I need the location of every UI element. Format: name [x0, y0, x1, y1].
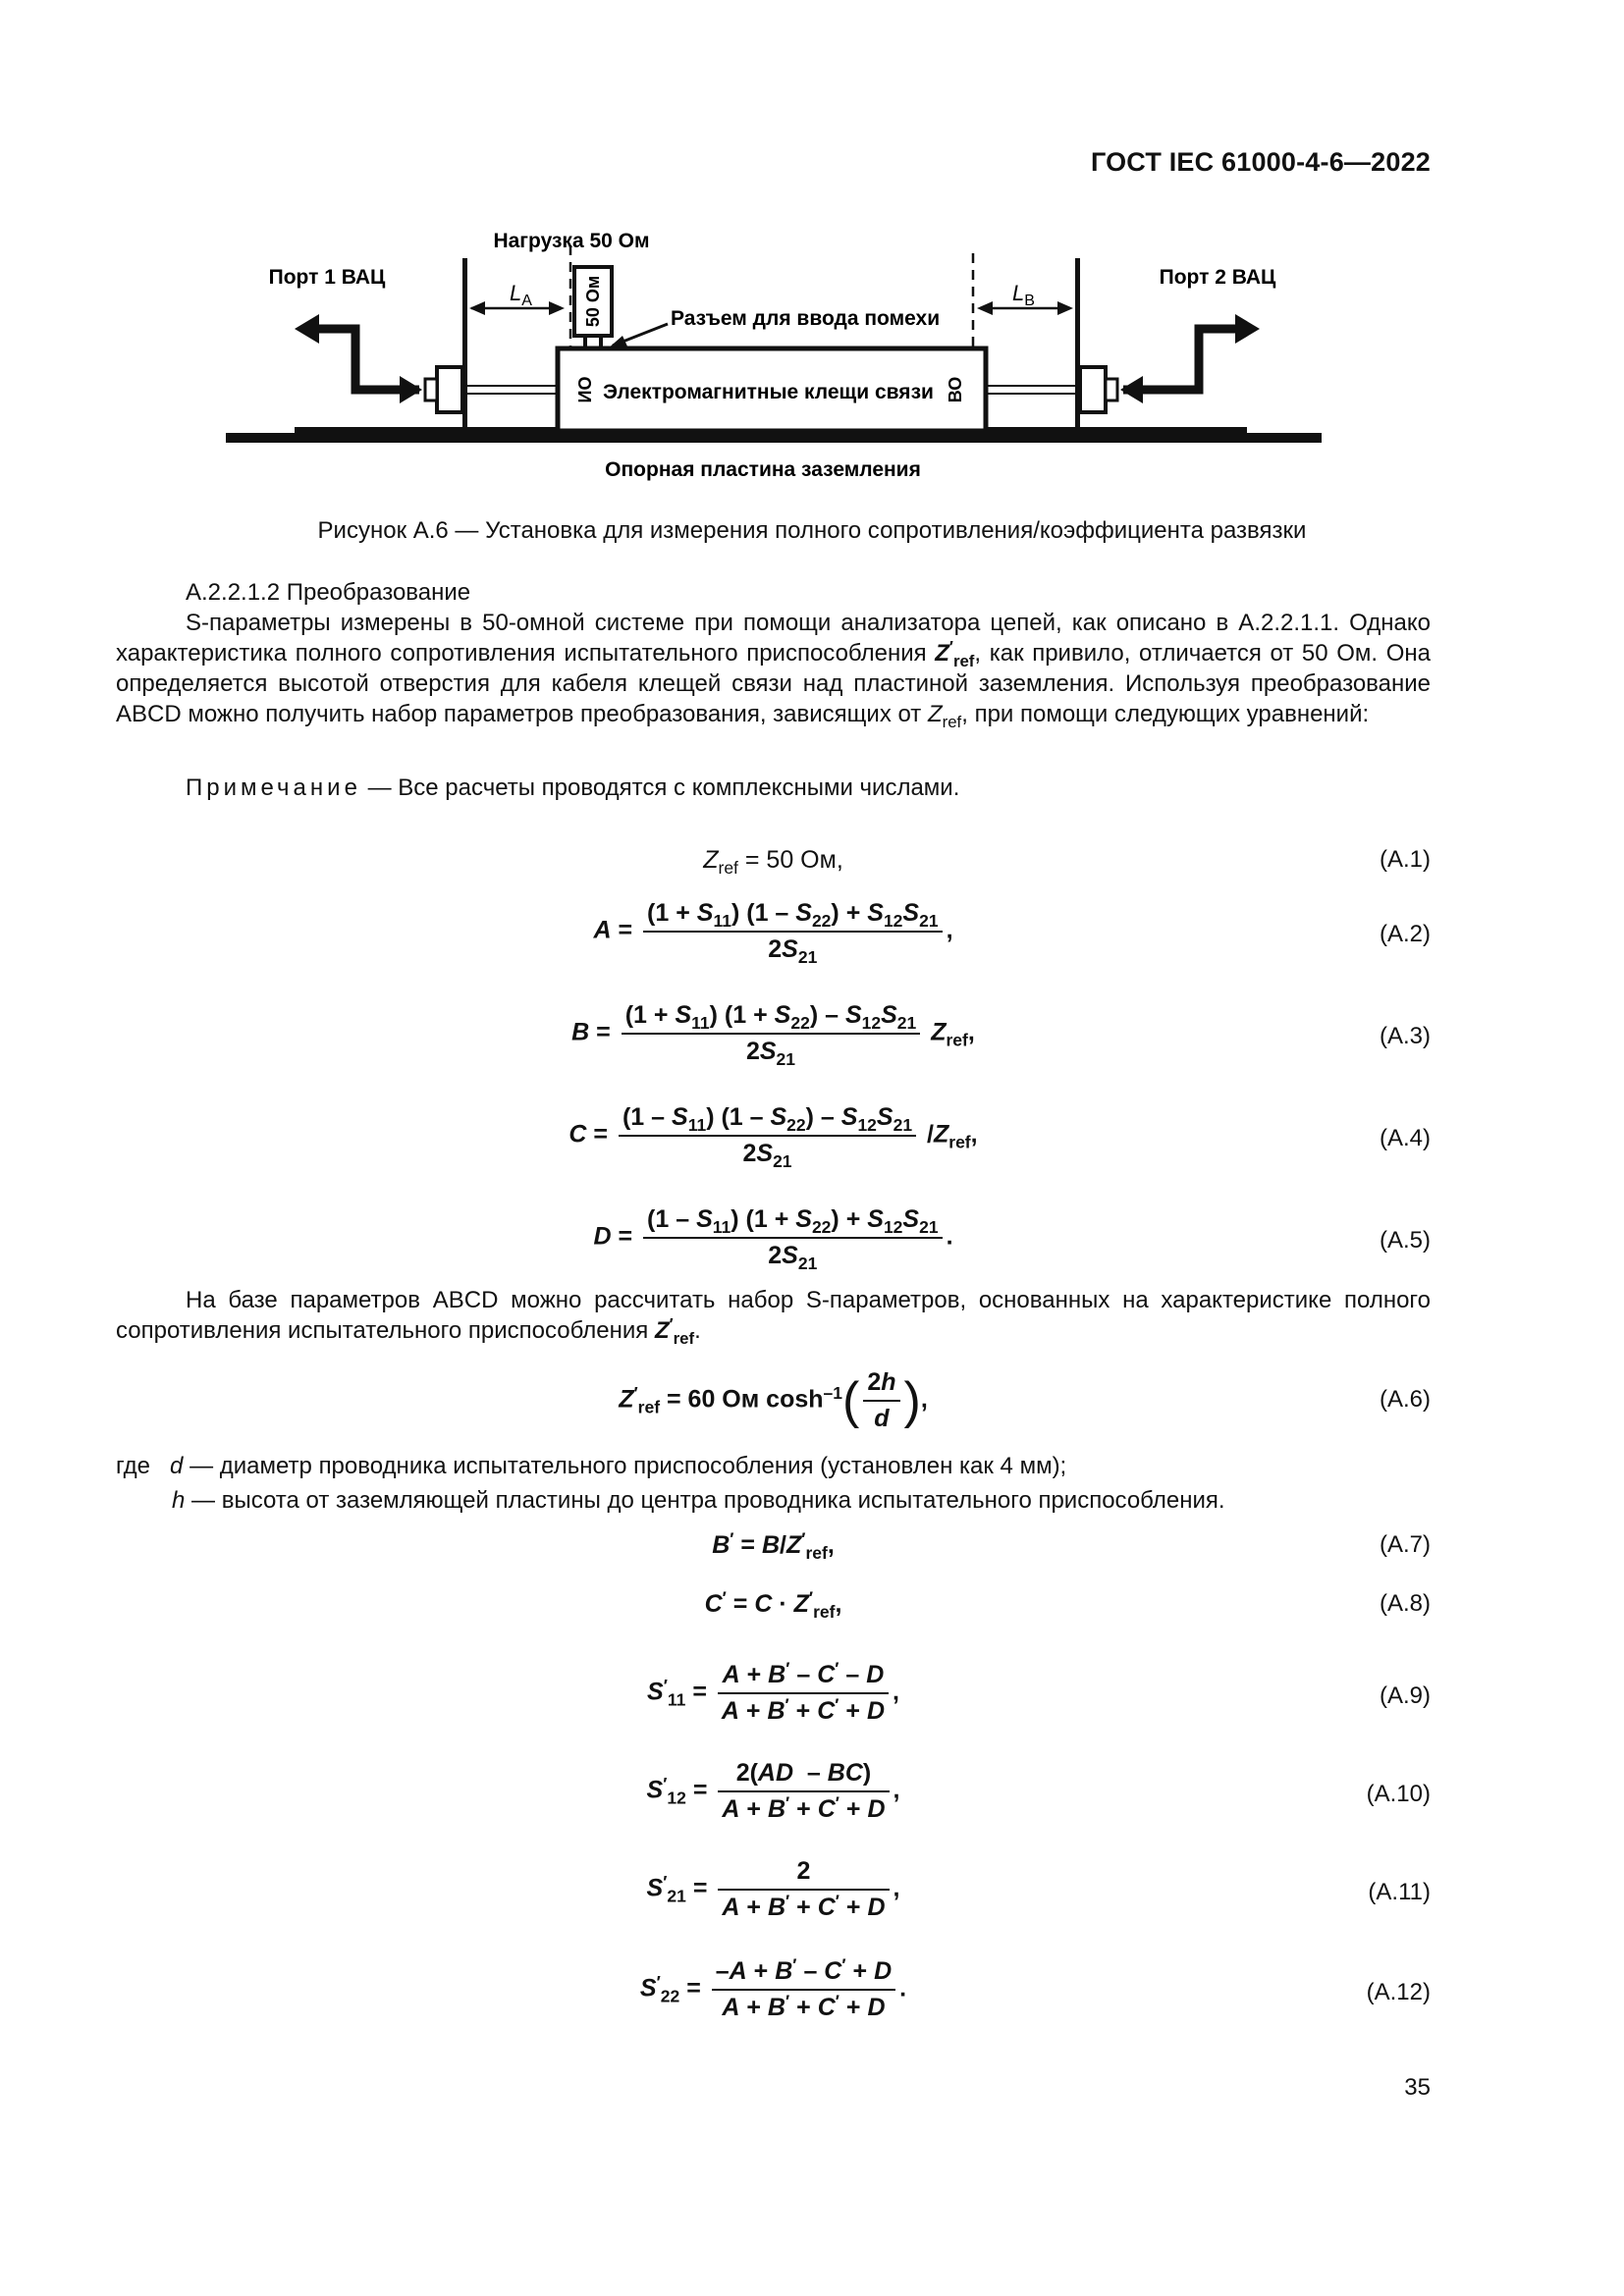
equation-a6: $Z'_{ref} = 60$ Ом $\cosh^{-1}$( $\frac{2h}{d}$ ), (А.6): [619, 1368, 1431, 1432]
equation-a2: A = $\frac{(1 + S_{11}) (1 - S_{22}) + S_{12}S_{21}}{2S_{21}}$ , (А.2): [593, 899, 1431, 968]
la-subscript: A: [521, 293, 532, 309]
equation-a9: $S'_{11}$ = $\frac{A + B' - C' - D}{A + B' + C' + D}$ , (А.9): [647, 1658, 1431, 1725]
equation-number: (А.12): [1366, 1979, 1431, 2005]
svg-text:LA: [510, 281, 532, 309]
lb-label: L: [1012, 281, 1025, 305]
equation-number: (А.11): [1368, 1879, 1431, 1905]
load-box-text: 50 Ом: [583, 275, 603, 328]
equation-number: (А.1): [1379, 846, 1431, 873]
equation-a5: D = $\frac{(1 - S_{11}) (1 + S_{22}) + S_{12}S_{21}}{2S_{21}}$ . (А.5): [593, 1205, 1431, 1274]
where-h: h — высота от заземляющей пластины до центра проводника испытательного приспособления.: [172, 1487, 1225, 1514]
equation-number: (А.7): [1379, 1531, 1431, 1558]
equation-a12: $S'_{22}$ = $\frac{-A + B' - C' + D}{A + B' + C' + D}$ . (А.12): [639, 1954, 1431, 2021]
equation-a8: $C' = C \cdot Z'_{ref}$, (А.8): [704, 1587, 1431, 1623]
note: Примечание — Все расчеты проводятся с комплексными числами.: [186, 774, 960, 801]
equation-number: (А.4): [1379, 1125, 1431, 1151]
page-number: 35: [1404, 2074, 1431, 2101]
equation-number: (А.9): [1379, 1682, 1431, 1709]
section-heading: А.2.2.1.2 Преобразование: [186, 579, 471, 606]
equation-a4: C = $\frac{(1 - S_{11}) (1 - S_{22}) - S_{12}S_{21}}{2S_{21}}$ $/Z_{ref}$, (А.4): [568, 1103, 1431, 1172]
lb-subscript: B: [1024, 293, 1035, 309]
equation-number: (А.6): [1379, 1386, 1431, 1413]
figure-caption: Рисунок А.6 — Установка для измерения полного сопротивления/коэффициента развязки: [317, 517, 1307, 544]
port1-label: Порт 1 ВАЦ: [268, 266, 386, 289]
ground-plate: [226, 433, 1322, 443]
equation-a1: $Z_{ref} = 50$ Ом, (А.1): [703, 846, 1431, 879]
svg-text:LB: [1012, 281, 1035, 309]
equation-a7: $B' = B/Z'_{ref}$, (А.7): [712, 1528, 1431, 1564]
equation-number: (А.5): [1379, 1227, 1431, 1254]
equation-a10: $S'_{12}$ = $\frac{2(AD - BC)}{A + B' + C' + D}$ , (А.10): [646, 1759, 1431, 1823]
equation-number: (А.3): [1379, 1023, 1431, 1049]
io-label: ИО: [575, 376, 595, 403]
ground-label: Опорная пластина заземления: [605, 458, 921, 481]
equation-a11: $S'_{21}$ = $\frac{2}{A + B' + C' + D}$ , (А.11): [646, 1857, 1431, 1921]
connector-label: Разъем для ввода помехи: [671, 307, 941, 330]
la-label: L: [510, 281, 522, 305]
where-d: где d — диаметр проводника испытательного приспособления (установлен как 4 мм);: [116, 1453, 1067, 1479]
load-label: Нагрузка 50 Ом: [493, 230, 650, 252]
equation-number: (А.8): [1379, 1590, 1431, 1617]
vo-label: ВО: [946, 376, 965, 403]
paragraph-1: S-параметры измерены в 50-омной системе при помощи анализатора цепей, как описано в А.2.2.1.1. Однако характеристика полного сопротивления испытательного приспособления $Z'_{ref}$, как привило, отличается от 50 Ом. Она определяется высотой отверстия для кабеля клещей связи над пластиной заземления. Используя преобразование ABCD можно получить набор параметров преобразования, зависящих от $Z_{ref}$, при помощи следующих уравнений:: [116, 610, 1431, 731]
document-header: ГОСТ IEC 61000-4-6—2022: [1090, 147, 1431, 177]
paragraph-2: На базе параметров ABCD можно рассчитать набор S-параметров, основанных на характеристике полного сопротивления испытательного приспособления $Z'_{ref}$.: [116, 1287, 1431, 1348]
equation-number: (А.2): [1379, 921, 1431, 947]
equation-a3: B = $\frac{(1 + S_{11}) (1 + S_{22}) - S_{12}S_{21}}{2S_{21}}$ $Z_{ref}$, (А.3): [571, 1001, 1431, 1070]
equation-number: (А.10): [1366, 1781, 1431, 1807]
clamp-label: Электромагнитные клещи связи: [603, 381, 934, 403]
figure-a6-diagram: [216, 221, 1335, 486]
port2-label: Порт 2 ВАЦ: [1159, 266, 1276, 289]
